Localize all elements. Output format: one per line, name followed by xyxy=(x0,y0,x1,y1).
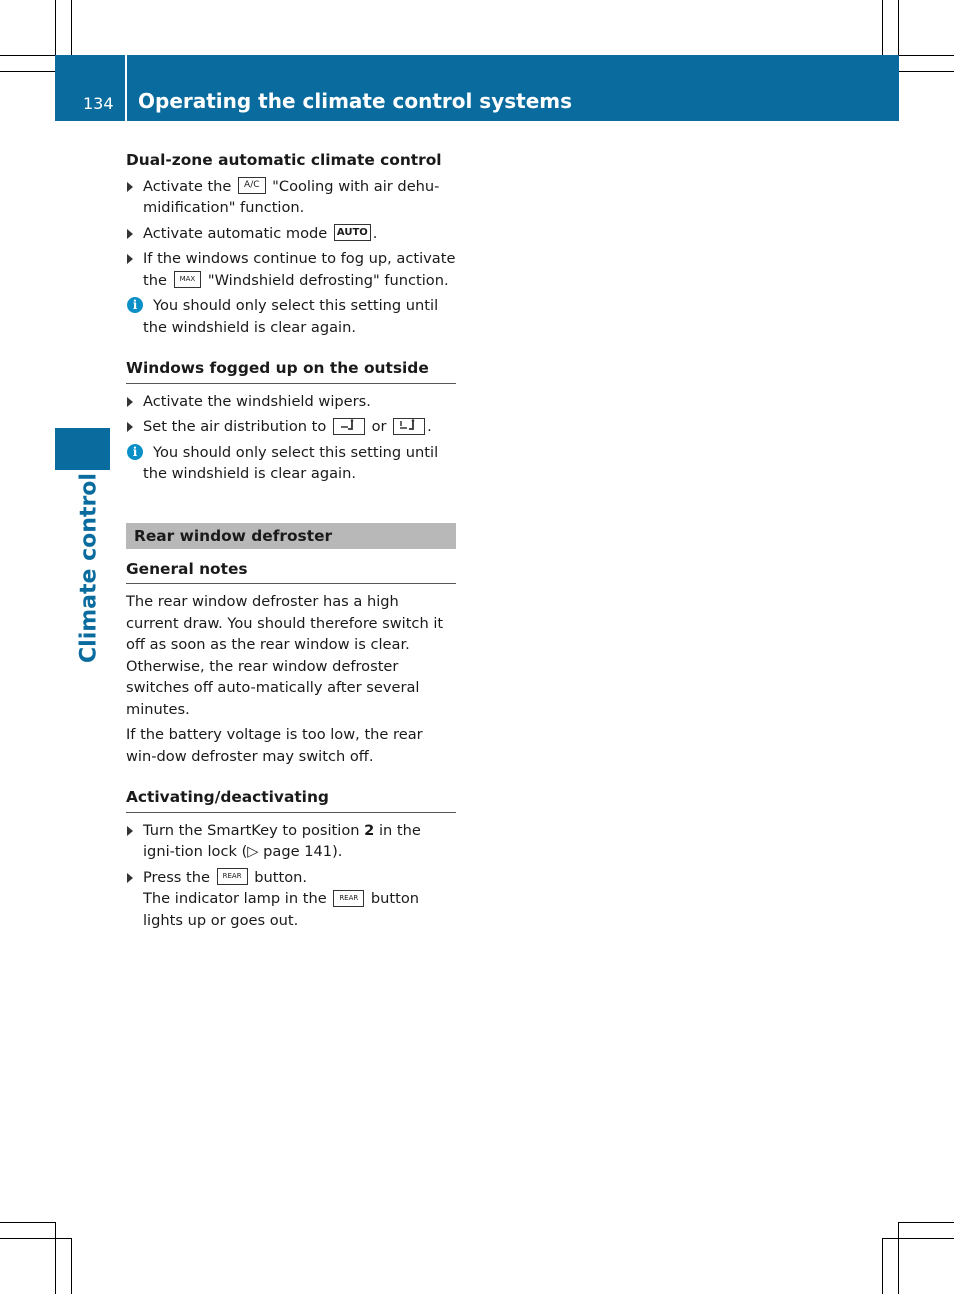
info-text: You should only select this setting until xyxy=(153,443,439,461)
step-text: button lights up or goes out. xyxy=(143,890,420,929)
step-text: Activate the windshield wipers. xyxy=(143,392,371,410)
arrow-bullet-icon xyxy=(127,254,133,264)
page-reference-link[interactable]: in the igni-tion lock (▷ page 141). xyxy=(143,821,421,860)
info-icon: i xyxy=(127,444,143,460)
section-banner-rear-defroster: Rear window defroster xyxy=(126,523,456,549)
crop-mark xyxy=(898,0,899,56)
instruction-step xyxy=(126,391,456,413)
step-text-bold: 2 xyxy=(364,821,375,839)
crop-mark xyxy=(55,1222,56,1294)
side-tab-label-wrap xyxy=(74,473,104,663)
arrow-bullet-icon xyxy=(127,826,133,836)
crop-mark xyxy=(0,1222,56,1223)
info-icon: i xyxy=(127,297,143,313)
crop-mark xyxy=(71,1238,72,1294)
section-heading-fogged-outside: Windows fogged up on the outside xyxy=(126,358,456,384)
instruction-step xyxy=(126,416,456,438)
step-text: The indicator lamp in the xyxy=(143,890,327,907)
subsection-heading-general-notes: General notes xyxy=(126,559,456,585)
info-text: the windshield is clear again. xyxy=(143,465,356,482)
step-text: If the windows continue to fog up, activate the xyxy=(143,250,456,289)
step-text: "Cooling with air dehu-midification" function. xyxy=(143,177,440,216)
header-divider xyxy=(125,55,127,121)
step-text: button. xyxy=(254,868,308,886)
auto-button-icon: AUTO xyxy=(334,224,371,241)
windshield-max-defrost-icon: MAX xyxy=(174,271,202,288)
crop-mark xyxy=(898,1222,899,1294)
crop-mark xyxy=(71,0,72,56)
instruction-step xyxy=(126,820,456,863)
crop-mark xyxy=(882,1238,883,1294)
step-text: Press the xyxy=(143,868,210,886)
crop-mark xyxy=(882,0,883,56)
side-tab-label: Climate control xyxy=(76,473,102,663)
info-note xyxy=(126,442,456,485)
content-column xyxy=(126,150,456,931)
step-text: Activate the xyxy=(143,177,232,195)
arrow-bullet-icon xyxy=(127,397,133,407)
step-text: Activate automatic mode xyxy=(143,224,328,242)
ac-button-icon: A/C xyxy=(238,177,265,194)
crop-mark xyxy=(55,0,56,56)
paragraph: If the battery voltage is too low, the rear win-dow defroster may switch off. xyxy=(126,726,423,765)
crop-mark xyxy=(882,1238,954,1239)
section-heading-dual-zone: Dual-zone automatic climate control xyxy=(126,151,442,169)
instruction-step xyxy=(126,176,456,219)
crop-mark xyxy=(898,71,954,72)
step-text: Set the air distribution to xyxy=(143,418,327,435)
step-text: . xyxy=(427,418,432,435)
instruction-step xyxy=(126,223,456,245)
arrow-bullet-icon xyxy=(127,229,133,239)
arrow-bullet-icon xyxy=(127,182,133,192)
step-text: "Windshield defrosting" function. xyxy=(207,271,449,289)
rear-defroster-button-icon: REAR xyxy=(333,890,364,907)
step-text: or xyxy=(371,418,387,435)
crop-mark xyxy=(898,55,954,56)
step-text: . xyxy=(372,224,378,242)
page-number: 134 xyxy=(83,94,114,113)
crop-mark xyxy=(0,55,56,56)
side-tab-marker xyxy=(55,428,110,470)
instruction-step xyxy=(126,867,456,932)
crop-mark xyxy=(0,1238,72,1239)
air-distribution-windshield-footwell-icon xyxy=(393,418,425,435)
crop-mark xyxy=(0,71,56,72)
subsection-heading-activating: Activating/deactivating xyxy=(126,787,456,813)
step-text: Turn the SmartKey to position xyxy=(143,821,360,839)
instruction-step xyxy=(126,248,456,291)
page-title: Operating the climate control systems xyxy=(138,89,573,113)
rear-defroster-button-icon: REAR xyxy=(217,868,248,885)
info-note xyxy=(126,295,456,338)
info-text: the windshield is clear again. xyxy=(143,318,356,336)
arrow-bullet-icon xyxy=(127,873,133,883)
paragraph: The rear window defroster has a high current draw. You should therefore switch it off as soon as the rear window is clear. Otherwise, the rear window defroster switches off auto-matically after several minutes. xyxy=(126,593,444,718)
air-distribution-footwell-icon xyxy=(333,418,365,435)
arrow-bullet-icon xyxy=(127,422,133,432)
info-text: You should only select this setting until xyxy=(153,297,439,314)
crop-mark xyxy=(898,1222,954,1223)
